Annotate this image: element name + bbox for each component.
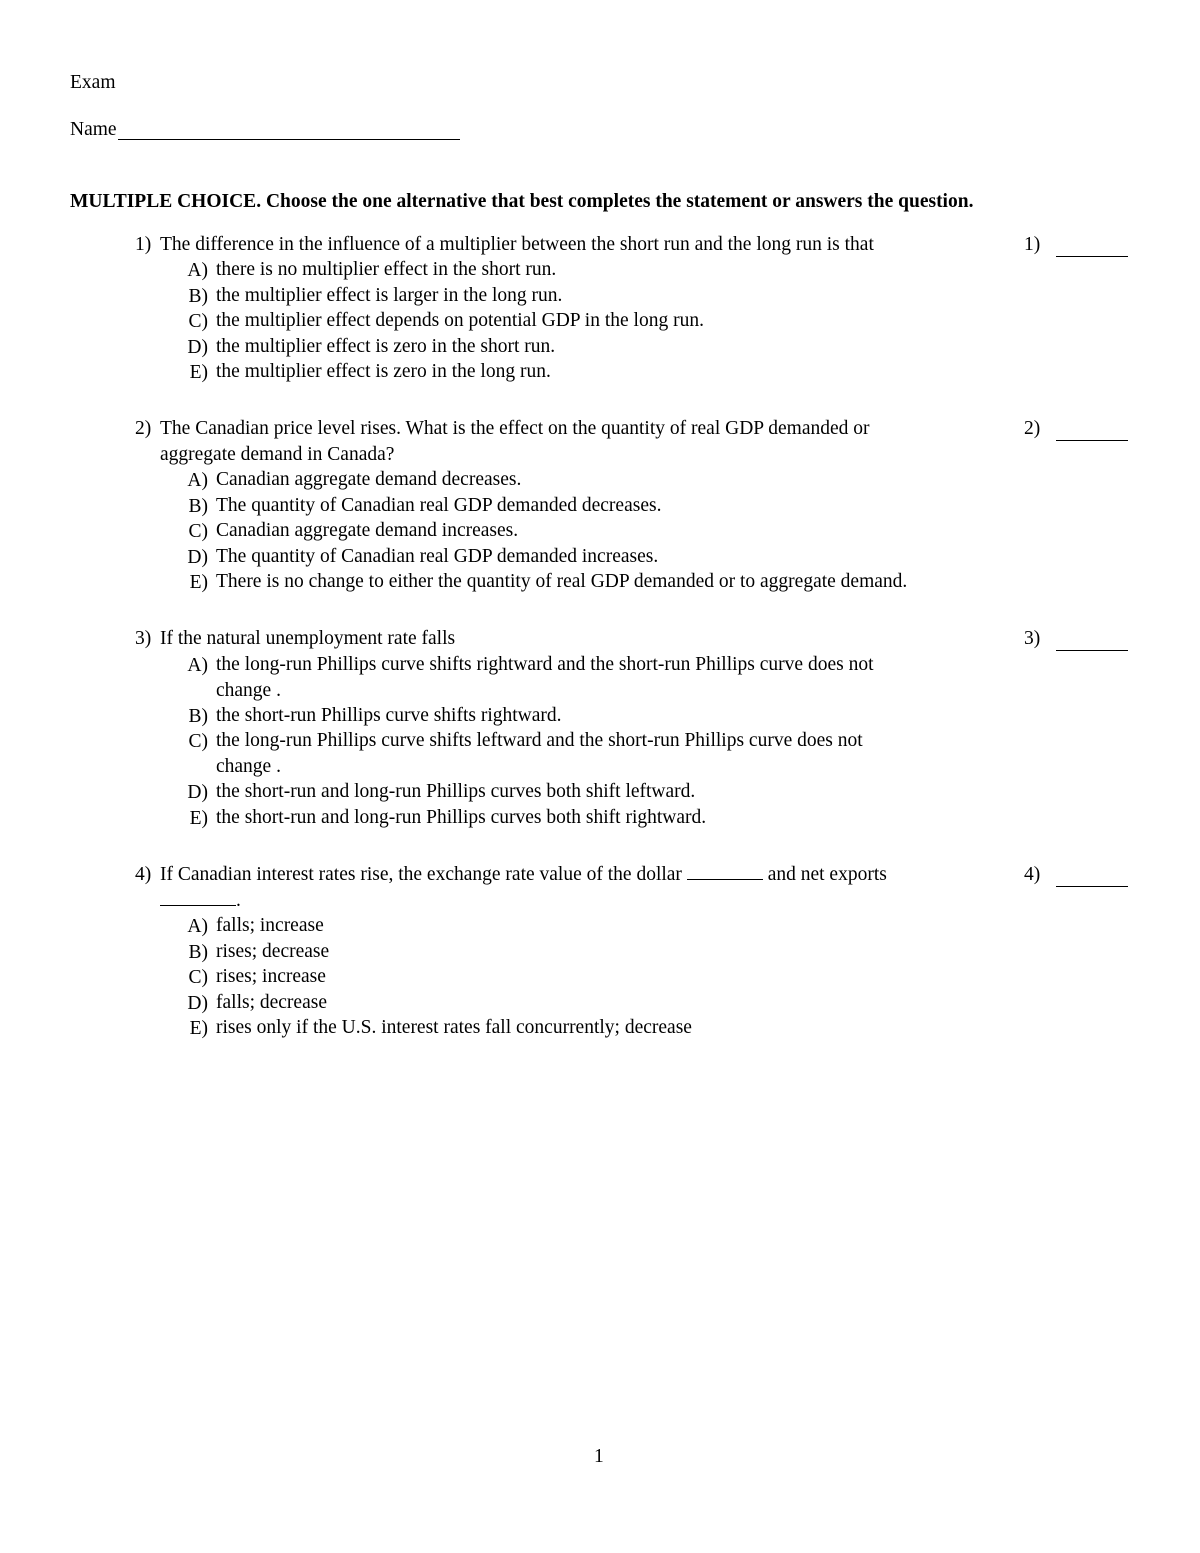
fill-in-blank xyxy=(160,895,236,906)
answer-blank[interactable] xyxy=(1056,440,1128,441)
option-letter: C) xyxy=(188,967,208,988)
option-letter: E) xyxy=(189,362,208,383)
answer-number: 1) xyxy=(1024,234,1041,255)
option-text: there is no multiplier effect in the short run. xyxy=(216,259,557,280)
name-field[interactable] xyxy=(70,120,460,140)
option-text: rises; increase xyxy=(216,966,326,987)
instructions: MULTIPLE CHOICE. Choose the one alternative that best completes the statement or answers the question. xyxy=(70,191,974,212)
answer-number: 4) xyxy=(1024,864,1041,885)
option-letter: D) xyxy=(187,337,208,358)
answer-blank[interactable] xyxy=(1056,886,1128,887)
stem-line: If the natural unemployment rate falls xyxy=(160,628,456,649)
option-text: the short-run and long-run Phillips curves both shift rightward. xyxy=(216,807,707,828)
option-text: rises; decrease xyxy=(216,941,330,962)
question-stem xyxy=(160,416,870,467)
option-text: the multiplier effect is zero in the short run. xyxy=(216,336,556,357)
option-text: There is no change to either the quantity of real GDP demanded or to aggregate demand. xyxy=(216,571,908,592)
option-letter: A) xyxy=(187,655,208,676)
option-text: falls; increase xyxy=(216,915,324,936)
option-letter: D) xyxy=(187,993,208,1014)
name-blank-line[interactable] xyxy=(118,122,460,140)
option-letter: D) xyxy=(187,547,208,568)
answer-number: 3) xyxy=(1024,628,1041,649)
option-text: rises only if the U.S. interest rates fall concurrently; decrease xyxy=(216,1017,692,1038)
option-letter: E) xyxy=(189,808,208,829)
option-text: Canadian aggregate demand decreases. xyxy=(216,469,522,490)
question-stem xyxy=(160,232,874,258)
option-text: the multiplier effect depends on potential GDP in the long run. xyxy=(216,310,704,331)
stem-line: aggregate demand in Canada? xyxy=(160,443,395,465)
question-number: 4) xyxy=(135,864,152,885)
option-text: The quantity of Canadian real GDP demanded decreases. xyxy=(216,495,662,516)
question-number: 1) xyxy=(135,234,152,255)
option-letter: C) xyxy=(188,521,208,542)
stem-line: If Canadian interest rates rise, the exchange rate value of the dollar and net exports xyxy=(160,864,887,885)
option-letter: B) xyxy=(188,286,208,307)
answer-number: 2) xyxy=(1024,418,1041,439)
answer-blank[interactable] xyxy=(1056,650,1128,651)
option-text: the long-run Phillips curve shifts leftward and the short-run Phillips curve does not change . xyxy=(216,730,863,777)
option-letter: D) xyxy=(187,782,208,803)
option-letter: E) xyxy=(189,1018,208,1039)
question-number: 2) xyxy=(135,418,152,439)
stem-line: The difference in the influence of a multiplier between the short run and the long run is that xyxy=(160,234,874,255)
option-letter: A) xyxy=(187,916,208,937)
option-text: The quantity of Canadian real GDP demanded increases. xyxy=(216,546,659,567)
option-letter: C) xyxy=(188,311,208,332)
stem-line: The Canadian price level rises. What is the effect on the quantity of real GDP demanded or xyxy=(160,418,870,439)
answer-blank[interactable] xyxy=(1056,256,1128,257)
option-text: the short-run Phillips curve shifts rightward. xyxy=(216,705,562,726)
option-letter: B) xyxy=(188,496,208,517)
exam-title: Exam xyxy=(70,72,116,93)
option-letter: E) xyxy=(189,572,208,593)
option-letter: A) xyxy=(187,260,208,281)
question-stem xyxy=(160,862,887,913)
fill-in-blank xyxy=(687,863,763,880)
option-text: Canadian aggregate demand increases. xyxy=(216,520,519,541)
option-letter: B) xyxy=(188,942,208,963)
stem-line: . xyxy=(160,888,887,914)
option-text: the multiplier effect is zero in the long run. xyxy=(216,361,551,382)
option-letter: C) xyxy=(188,731,208,752)
option-letter: A) xyxy=(187,470,208,491)
option-text: falls; decrease xyxy=(216,992,327,1013)
option-text: the long-run Phillips curve shifts rightward and the short-run Phillips curve does not change . xyxy=(216,654,874,701)
question-number: 3) xyxy=(135,628,152,649)
name-label: Name xyxy=(70,119,117,140)
option-letter: B) xyxy=(188,706,208,727)
option-text: the short-run and long-run Phillips curves both shift leftward. xyxy=(216,781,696,802)
option-text: the multiplier effect is larger in the long run. xyxy=(216,285,563,306)
question-stem xyxy=(160,626,455,652)
page-number: 1 xyxy=(594,1446,604,1467)
